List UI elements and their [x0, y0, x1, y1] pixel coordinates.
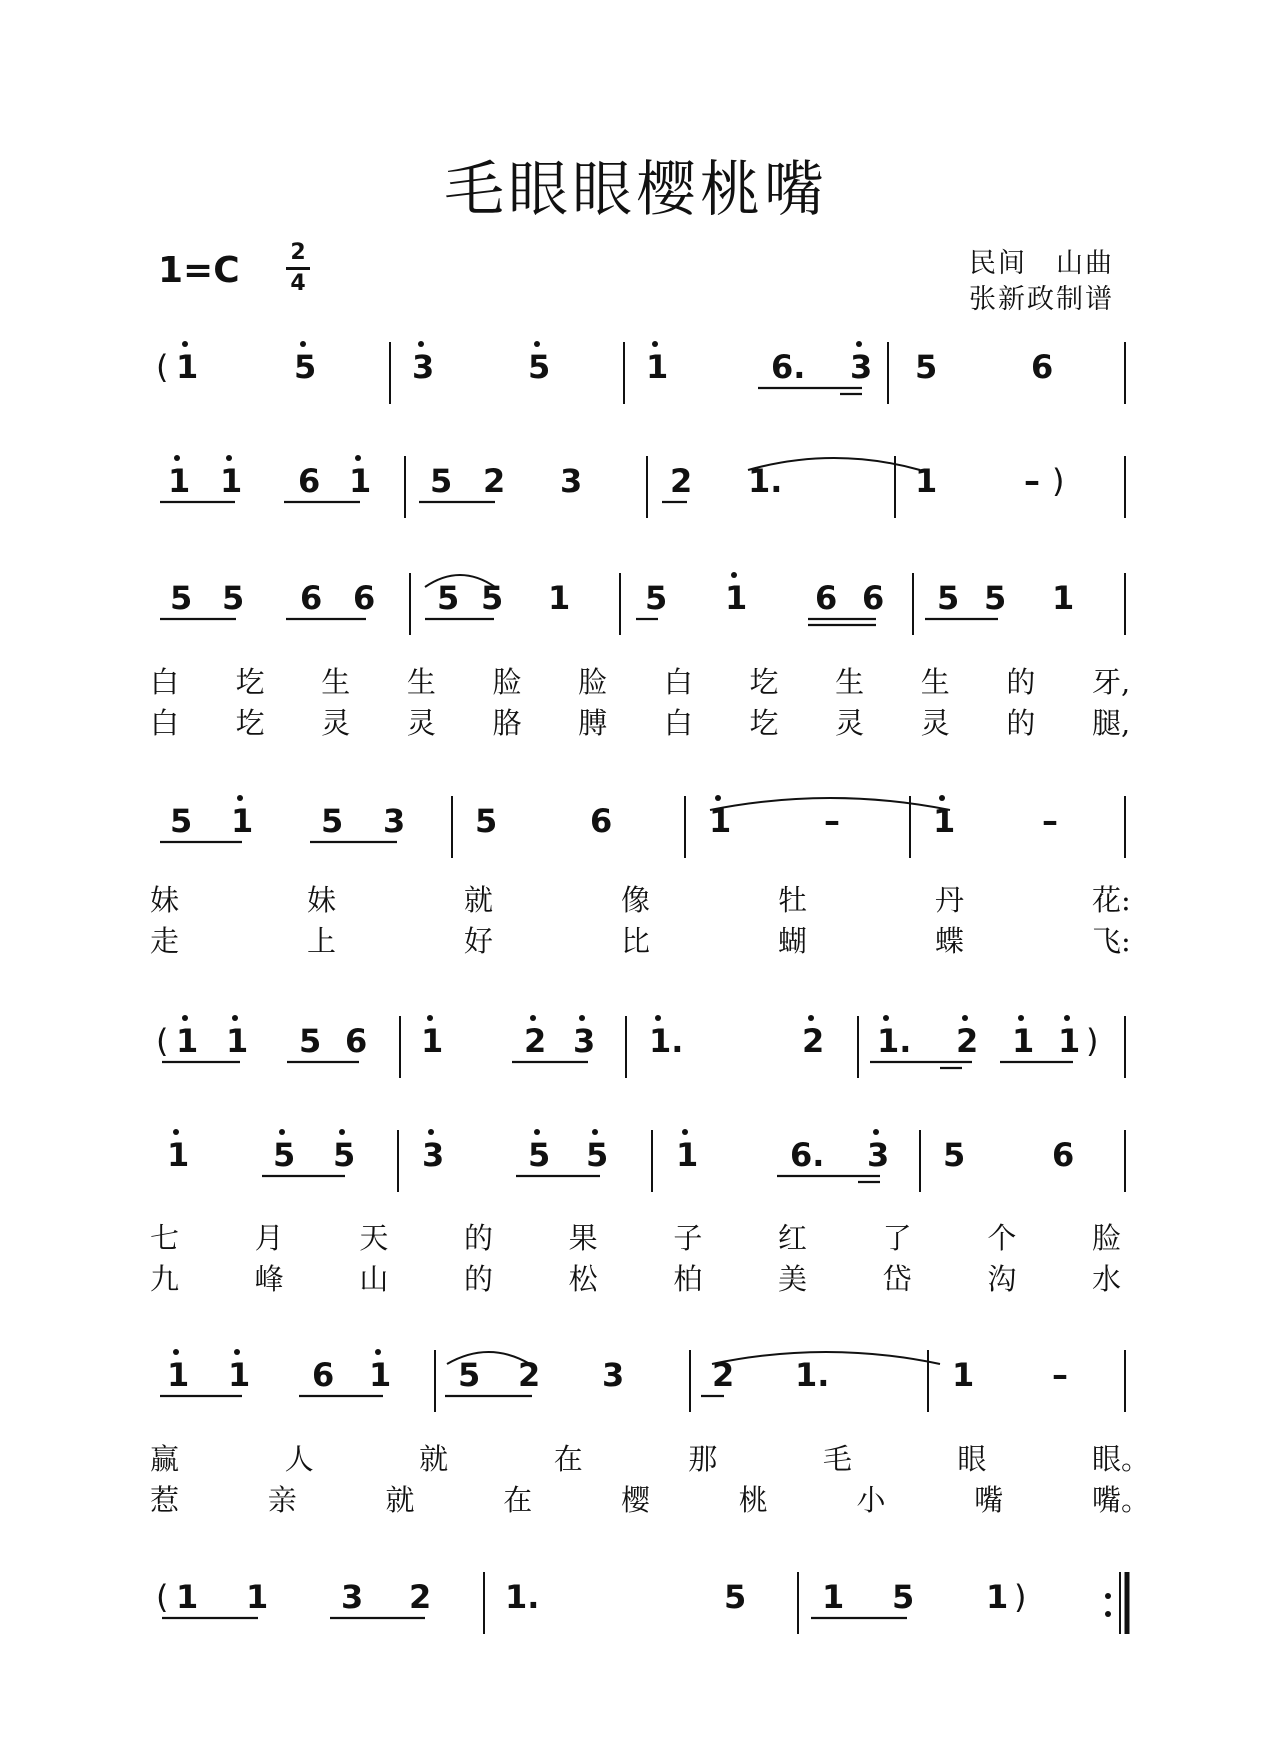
note-digit: 1 [725, 579, 748, 617]
lyric-char: 子 [673, 1221, 703, 1255]
song-title: 毛眼眼樱桃嘴 [444, 155, 828, 225]
lyric-char: 嘴 [974, 1483, 1004, 1517]
high-octave-dot [579, 1015, 585, 1021]
high-octave-dot [715, 795, 721, 801]
meter-top: 2 [290, 240, 306, 265]
note-digit: 1 [226, 1022, 249, 1060]
lyric-char: 沟 [987, 1262, 1017, 1296]
lyric-char: 白 [663, 665, 693, 699]
high-octave-dot [182, 1015, 188, 1021]
lyric-char: 脸 [578, 665, 608, 699]
high-octave-dot [418, 341, 424, 347]
lyric-char: 桃 [738, 1483, 768, 1517]
lyric-char: 眼。 [1092, 1442, 1151, 1476]
note-digit: 1 [246, 1578, 269, 1616]
note-digit: 3 [867, 1136, 890, 1174]
note-digit: 2 [802, 1022, 825, 1060]
meter-bottom: 4 [290, 271, 306, 296]
lyric-char: 花: [1092, 883, 1131, 917]
note-digit: 1 [176, 1578, 199, 1616]
lyric-char: 天 [359, 1221, 389, 1255]
note-digit: 2 [524, 1022, 547, 1060]
note-digit: – [1052, 1356, 1068, 1394]
note-digit: 1 [548, 579, 571, 617]
lyric-char: 的 [1006, 706, 1036, 740]
high-octave-dot [237, 795, 243, 801]
note-digit: 3 [422, 1136, 445, 1174]
note-digit: 1 [1012, 1022, 1035, 1060]
lyric-char: 生 [406, 665, 436, 699]
lyric-char: 白 [150, 706, 180, 740]
key-signature: 1=C [158, 250, 240, 291]
note-digit: 3 [573, 1022, 596, 1060]
lyric-char: 妹 [307, 883, 337, 917]
lyric-char: 脸 [1092, 1221, 1122, 1255]
note-digit: 5 [481, 579, 504, 617]
note-digit: 6 [300, 579, 323, 617]
lyric-char: 那 [688, 1442, 718, 1476]
note-digit: 1. [795, 1356, 830, 1394]
note-digit: 3 [602, 1356, 625, 1394]
lyric-char: 松 [568, 1262, 598, 1296]
high-octave-dot [355, 455, 361, 461]
lyric-char: 丹 [935, 883, 965, 917]
note-digit: 5 [475, 802, 498, 840]
lyric-char: 脸 [492, 665, 522, 699]
lyric-char: 圪 [749, 665, 779, 699]
lyric-char: 水 [1092, 1262, 1122, 1296]
high-octave-dot [232, 1015, 238, 1021]
lyric-char: 灵 [406, 706, 436, 740]
lyric-char: 小 [856, 1483, 886, 1517]
note-digit: 1. [748, 462, 783, 500]
high-octave-dot [731, 572, 737, 578]
lyric-char: 人 [284, 1442, 314, 1476]
lyric-char: 的 [464, 1262, 494, 1296]
note-digit: 6 [345, 1022, 368, 1060]
high-octave-dot [300, 341, 306, 347]
lyric-char: 妹 [150, 883, 180, 917]
high-octave-dot [534, 341, 540, 347]
note-digit: 1 [176, 348, 199, 386]
note-digit: 2 [956, 1022, 979, 1060]
note-digit: 2 [712, 1356, 735, 1394]
note-digit: 5 [430, 462, 453, 500]
high-octave-dot [534, 1129, 540, 1135]
paren-close: ) [1052, 462, 1065, 500]
note-digit: 1 [231, 802, 254, 840]
lyric-char: 蝶 [935, 924, 965, 958]
note-digit: 6. [771, 348, 806, 386]
lyric-char: 灵 [835, 706, 865, 740]
high-octave-dot [530, 1015, 536, 1021]
note-digit: 5 [273, 1136, 296, 1174]
note-digit: 5 [222, 579, 245, 617]
note-digit: 5 [943, 1136, 966, 1174]
credit-line-2: 张新政制谱 [969, 284, 1114, 315]
note-digit: 1 [822, 1578, 845, 1616]
note-digit: – [824, 802, 840, 840]
lyric-char: 走 [150, 924, 180, 958]
note-digit: 3 [560, 462, 583, 500]
high-octave-dot [808, 1015, 814, 1021]
lyric-char: 惹 [150, 1483, 180, 1517]
note-digit: 1 [646, 348, 669, 386]
note-digit: 1 [915, 462, 938, 500]
high-octave-dot [339, 1129, 345, 1135]
lyric-char: 圪 [235, 665, 265, 699]
lyric-char: 就 [385, 1483, 415, 1517]
note-digit: 5 [333, 1136, 356, 1174]
note-digit: 6 [298, 462, 321, 500]
paren-open: ( [156, 348, 169, 386]
lyric-char: 美 [778, 1262, 808, 1296]
lyric-char: 赢 [150, 1442, 180, 1476]
lyric-char: 白 [150, 665, 180, 699]
high-octave-dot [962, 1015, 968, 1021]
lyric-char: 上 [307, 924, 337, 958]
note-digit: 1. [877, 1022, 912, 1060]
lyric-char: 腿, [1092, 706, 1131, 740]
paren-close: ) [1014, 1578, 1027, 1616]
high-octave-dot [873, 1129, 879, 1135]
paren-open: ( [156, 1022, 169, 1060]
note-digit: 5 [170, 802, 193, 840]
note-digit: 1 [220, 462, 243, 500]
lyric-char: 九 [150, 1262, 180, 1296]
lyric-char: 亲 [267, 1483, 297, 1517]
note-digit: 2 [518, 1356, 541, 1394]
lyric-char: 个 [987, 1221, 1017, 1255]
note-digit: 6 [590, 802, 613, 840]
lyric-char: 生 [920, 665, 950, 699]
note-digit: 3 [850, 348, 873, 386]
high-octave-dot [174, 455, 180, 461]
lyric-char: 嘴。 [1092, 1483, 1151, 1517]
lyric-char: 的 [464, 1221, 494, 1255]
note-digit: 5 [299, 1022, 322, 1060]
high-octave-dot [427, 1015, 433, 1021]
note-digit: 6 [353, 579, 376, 617]
lyric-char: 牡 [778, 883, 808, 917]
note-digit: 6 [312, 1356, 335, 1394]
note-digit: 5 [294, 348, 317, 386]
lyric-char: 像 [621, 883, 651, 917]
note-digit: 1 [952, 1356, 975, 1394]
lyric-char: 就 [464, 883, 494, 917]
high-octave-dot [655, 1015, 661, 1021]
high-octave-dot [173, 1349, 179, 1355]
lyric-char: 好 [464, 924, 494, 958]
repeat-dot [1105, 1611, 1111, 1617]
lyric-char: 红 [778, 1221, 808, 1255]
lyric-char: 就 [419, 1442, 449, 1476]
note-digit: 6 [1052, 1136, 1075, 1174]
note-digit: 1 [986, 1578, 1009, 1616]
note-digit: – [1024, 462, 1040, 500]
high-octave-dot [652, 341, 658, 347]
lyric-char: 膊 [578, 706, 608, 740]
high-octave-dot [226, 455, 232, 461]
repeat-dot [1105, 1593, 1111, 1599]
note-digit: 1 [168, 462, 191, 500]
lyric-char: 了 [882, 1221, 912, 1255]
lyric-char: 比 [621, 924, 651, 958]
note-digit: 3 [341, 1578, 364, 1616]
high-octave-dot [173, 1129, 179, 1135]
note-digit: 6 [1031, 348, 1054, 386]
note-digit: 1 [1052, 579, 1075, 617]
note-digit: 1 [349, 462, 372, 500]
high-octave-dot [1064, 1015, 1070, 1021]
credit-line-1: 民间 山曲 [969, 248, 1114, 279]
lyric-char: 蝴 [778, 924, 808, 958]
lyric-char: 圪 [235, 706, 265, 740]
high-octave-dot [592, 1129, 598, 1135]
lyric-char: 在 [553, 1442, 583, 1476]
lyric-char: 灵 [920, 706, 950, 740]
note-digit: – [1042, 802, 1058, 840]
note-digit: 1 [709, 802, 732, 840]
lyric-char: 樱 [621, 1483, 651, 1517]
lyric-char: 圪 [749, 706, 779, 740]
note-digit: 5 [645, 579, 668, 617]
note-digit: 5 [937, 579, 960, 617]
lyric-char: 眼 [957, 1442, 987, 1476]
note-digit: 1. [505, 1578, 540, 1616]
high-octave-dot [234, 1349, 240, 1355]
lyric-char: 生 [321, 665, 351, 699]
note-digit: 1 [676, 1136, 699, 1174]
lyric-char: 岱 [882, 1262, 912, 1296]
note-digit: 5 [586, 1136, 609, 1174]
note-digit: 5 [724, 1578, 747, 1616]
note-digit: 1 [176, 1022, 199, 1060]
note-digit: 1 [167, 1356, 190, 1394]
lyric-char: 的 [1006, 665, 1036, 699]
note-digit: 5 [528, 1136, 551, 1174]
note-digit: 5 [915, 348, 938, 386]
note-digit: 2 [670, 462, 693, 500]
lyric-char: 灵 [321, 706, 351, 740]
note-digit: 1 [933, 802, 956, 840]
note-digit: 2 [409, 1578, 432, 1616]
lyric-char: 七 [150, 1221, 180, 1255]
note-digit: 1 [421, 1022, 444, 1060]
note-digit: 1 [228, 1356, 251, 1394]
high-octave-dot [856, 341, 862, 347]
note-digit: 5 [321, 802, 344, 840]
note-digit: 1 [1058, 1022, 1081, 1060]
lyric-char: 飞: [1092, 924, 1131, 958]
lyric-char: 牙, [1092, 665, 1131, 699]
lyric-char: 峰 [254, 1262, 284, 1296]
lyric-char: 生 [835, 665, 865, 699]
lyric-char: 在 [503, 1483, 533, 1517]
lyric-char: 胳 [492, 706, 522, 740]
lyric-char: 毛 [822, 1442, 852, 1476]
note-digit: 3 [383, 802, 406, 840]
lyric-char: 白 [663, 706, 693, 740]
lyric-char: 果 [568, 1221, 598, 1255]
lyric-char: 柏 [673, 1262, 703, 1296]
note-digit: 6. [790, 1136, 825, 1174]
note-digit: 2 [483, 462, 506, 500]
note-digit: 5 [170, 579, 193, 617]
note-digit: 6 [862, 579, 885, 617]
note-digit: 3 [412, 348, 435, 386]
high-octave-dot [939, 795, 945, 801]
high-octave-dot [1018, 1015, 1024, 1021]
paren-close: ) [1086, 1022, 1099, 1060]
note-digit: 5 [458, 1356, 481, 1394]
high-octave-dot [182, 341, 188, 347]
paren-open: ( [156, 1578, 169, 1616]
lyric-char: 月 [254, 1221, 284, 1255]
high-octave-dot [883, 1015, 889, 1021]
note-digit: 1. [649, 1022, 684, 1060]
note-digit: 5 [892, 1578, 915, 1616]
lyric-char: 山 [359, 1262, 389, 1296]
high-octave-dot [375, 1349, 381, 1355]
note-digit: 1 [369, 1356, 392, 1394]
high-octave-dot [279, 1129, 285, 1135]
note-digit: 6 [815, 579, 838, 617]
note-digit: 5 [984, 579, 1007, 617]
note-digit: 5 [528, 348, 551, 386]
note-digit: 1 [167, 1136, 190, 1174]
note-digit: 5 [437, 579, 460, 617]
high-octave-dot [682, 1129, 688, 1135]
high-octave-dot [428, 1129, 434, 1135]
